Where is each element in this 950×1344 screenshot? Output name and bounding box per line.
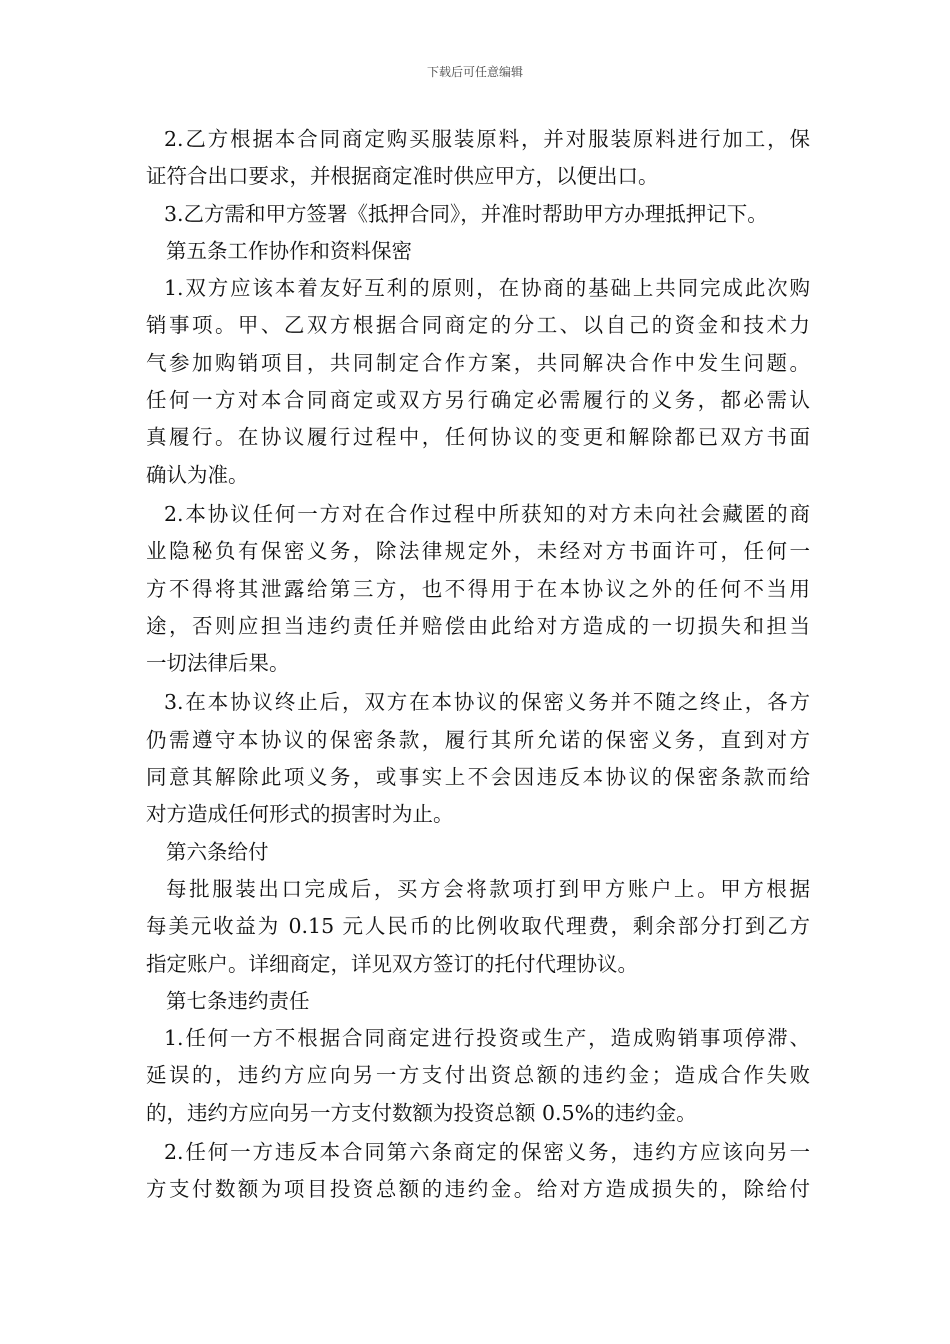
paragraph-line: 3.乙方需和甲方签署《抵押合同》，并准时帮助甲方办理抵押记下。 <box>164 201 768 226</box>
document-body <box>146 121 810 1209</box>
paragraph-line: 业隐秘负有保密义务，除法律规定外，未经对方书面许可，任何一 <box>146 539 810 564</box>
paragraph-line: 每美元收益为 0.15 元人民币的比例收取代理费，剩余部分打到乙方 <box>146 914 810 939</box>
paragraph-line: 1.双方应该本着友好互利的原则，在协商的基础上共同完成此次购 <box>164 276 810 301</box>
paragraph-line: 仍需遵守本协议的保密条款，履行其所允诺的保密义务，直到对方 <box>146 727 810 752</box>
section-heading: 第五条工作协作和资料保密 <box>166 238 412 263</box>
paragraph-line: 真履行。在协议履行过程中，任何协议的变更和解除都已双方书面 <box>146 425 810 450</box>
paragraph-line: 每批服装出口完成后，买方会将款项打到甲方账户上。甲方根据 <box>166 876 810 901</box>
paragraph-line: 3.在本协议终止后，双方在本协议的保密义务并不随之终止，各方 <box>164 690 810 715</box>
paragraph-line: 一切法律后果。 <box>146 651 290 676</box>
paragraph-line: 同意其解除此项义务，或事实上不会因违反本协议的保密条款而给 <box>146 765 810 790</box>
paragraph-line: 途，否则应担当违约责任并赔偿由此给对方造成的一切损失和担当 <box>146 613 810 638</box>
section-heading: 第七条违约责任 <box>166 988 310 1013</box>
paragraph-line: 证符合出口要求，并根据商定准时供应甲方，以便出口。 <box>146 164 659 189</box>
paragraph-line: 延误的，违约方应向另一方支付出资总额的违约金；造成合作失败 <box>146 1063 810 1088</box>
paragraph-line: 2.任何一方违反本合同第六条商定的保密义务，违约方应该向另一 <box>164 1140 810 1165</box>
paragraph-line: 对方造成任何形式的损害时为止。 <box>146 802 454 827</box>
paragraph-line: 2.本协议任何一方对在合作过程中所获知的对方未向社会藏匿的商 <box>164 501 810 526</box>
paragraph-line: 销事项。甲、乙双方根据合同商定的分工、以自己的资金和技术力 <box>146 313 810 338</box>
paragraph-line: 2.乙方根据本合同商定购买服装原料，并对服装原料进行加工，保 <box>164 127 810 151</box>
paragraph-line: 方支付数额为项目投资总额的违约金。给对方造成损失的，除给付 <box>146 1177 810 1202</box>
section-heading: 第六条给付 <box>166 839 269 864</box>
paragraph-line: 气参加购销项目，共同制定合作方案，共同解决合作中发生问题。 <box>146 350 810 375</box>
page-header-note: 下载后可任意编辑 <box>426 65 523 79</box>
paragraph-line: 的，违约方应向另一方支付数额为投资总额 0.5%的违约金。 <box>146 1100 697 1125</box>
paragraph-line: 方不得将其泄露给第三方，也不得用于在本协议之外的任何不当用 <box>146 576 810 601</box>
paragraph-line: 任何一方对本合同商定或双方另行确定必需履行的义务，都必需认 <box>146 388 810 413</box>
paragraph-line: 确认为准。 <box>146 462 249 487</box>
paragraph-line: 1.任何一方不根据合同商定进行投资或生产，造成购销事项停滞、 <box>164 1026 810 1051</box>
paragraph-line: 指定账户。详细商定，详见双方签订的托付代理协议。 <box>146 951 638 976</box>
